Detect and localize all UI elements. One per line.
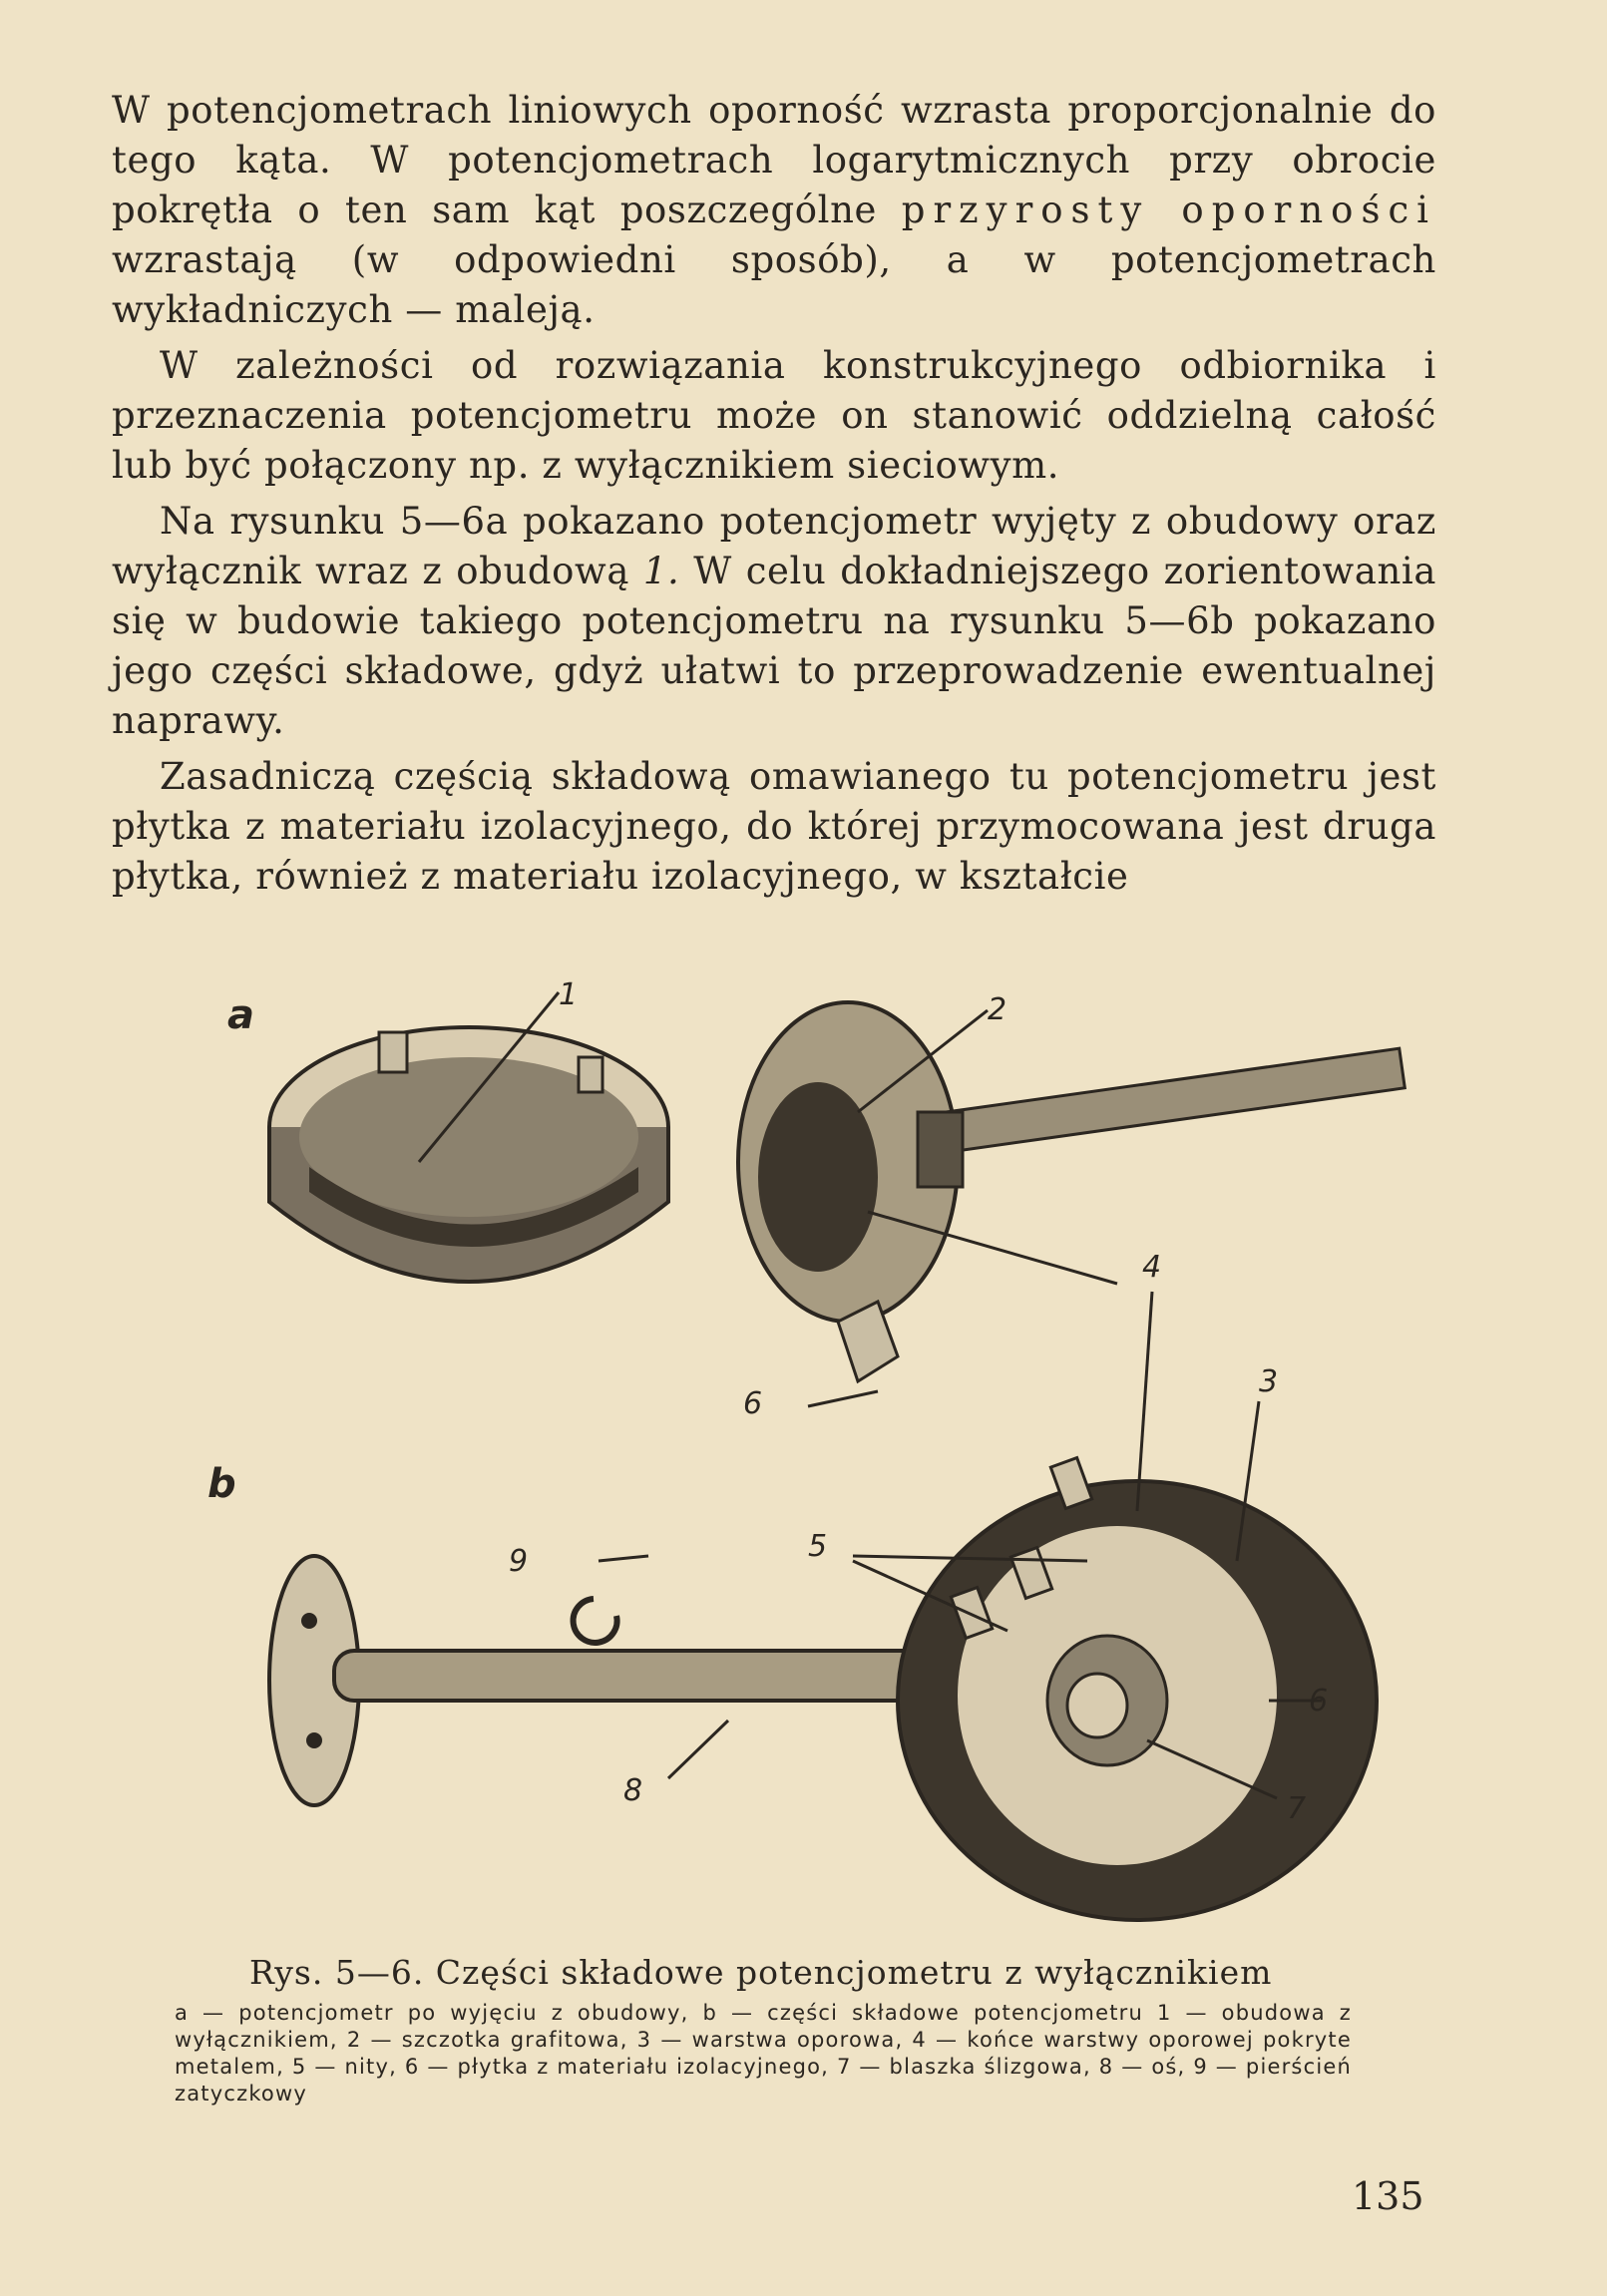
panel-b-label: b (207, 1461, 236, 1507)
figure-drawing (140, 962, 1476, 1950)
potentiometer-assembly-drawing (738, 1002, 1405, 1381)
callout-5: 5 (808, 1529, 828, 1564)
paragraph-1-spaced: przyrosty oporności (901, 189, 1437, 231)
paragraph-1 (112, 86, 1436, 335)
components-drawing (269, 1458, 1377, 1920)
paragraph-3 (112, 497, 1436, 746)
paragraph-1-start: W potencjometrach liniowych oporność wzrasta proporcjonalnie do tego kąta. W potencjometrach logarytmicznych przy obrocie pokrętła o ten sam kąt poszczególne (112, 89, 1436, 231)
callout-7: 7 (1287, 1791, 1307, 1826)
callout-3: 3 (1259, 1364, 1279, 1399)
callout-1: 1 (559, 977, 579, 1012)
paragraph-3-end: W celu dokładniejszego zorientowania się w budowie takiego potencjometru na rysunku 5—6b pokazano jego części składowe, gdyż ułatwi to przeprowadzenie ewentualnej naprawy. (112, 550, 1436, 742)
callout-2: 2 (988, 992, 1007, 1027)
housing-drawing (269, 1027, 668, 1282)
paragraph-3-italic: 1. (642, 550, 680, 592)
paragraph-3-start: Na rysunku 5—6a pokazano potencjometr wyjęty z obudowy oraz wyłącznik wraz z obudową (112, 500, 1436, 592)
figure-potentiometer (140, 962, 1476, 1950)
body-text (112, 86, 1436, 908)
callout-4: 4 (1142, 1250, 1162, 1285)
figure-caption-title: Rys. 5—6. Części składowe potencjometru z wyłącznikiem (249, 1953, 1273, 1992)
callout-8: 8 (623, 1773, 643, 1808)
page-number: 135 (1352, 2174, 1424, 2218)
callout-6-bottom: 6 (1309, 1684, 1329, 1719)
paragraph-4: Zasadniczą częścią składową omawianego tu potencjometru jest płytka z materiału izolacyjnego, do której przymocowana jest druga płytka, również z materiału izolacyjnego, w kształcie (112, 755, 1436, 898)
callout-9: 9 (509, 1544, 529, 1579)
callout-6-top: 6 (743, 1386, 763, 1421)
figure-caption-legend: a — potencjometr po wyjęciu z obudowy, b — części składowe potencjometru 1 — obudowa z wyłącznikiem, 2 — szczotka grafitowa, 3 — warstwa oporowa, 4 — końce warstwy oporowej pokryte metalem, 5 — nity, 6 — płytka z materiału izolacyjnego, 7 — blaszka ślizgowa, 8 — oś, 9 — pierścień zatyczkowy (175, 2001, 1352, 2105)
paragraph-1-end: wzrastają (w odpowiedni sposób), a w potencjometrach wykładniczych — maleją. (112, 238, 1436, 331)
paragraph-2: W zależności od rozwiązania konstrukcyjnego odbiornika i przeznaczenia potencjometru może on stanowić oddzielną całość lub być połączony np. z wyłącznikiem sieciowym. (112, 344, 1436, 487)
panel-a-label: a (227, 992, 254, 1038)
